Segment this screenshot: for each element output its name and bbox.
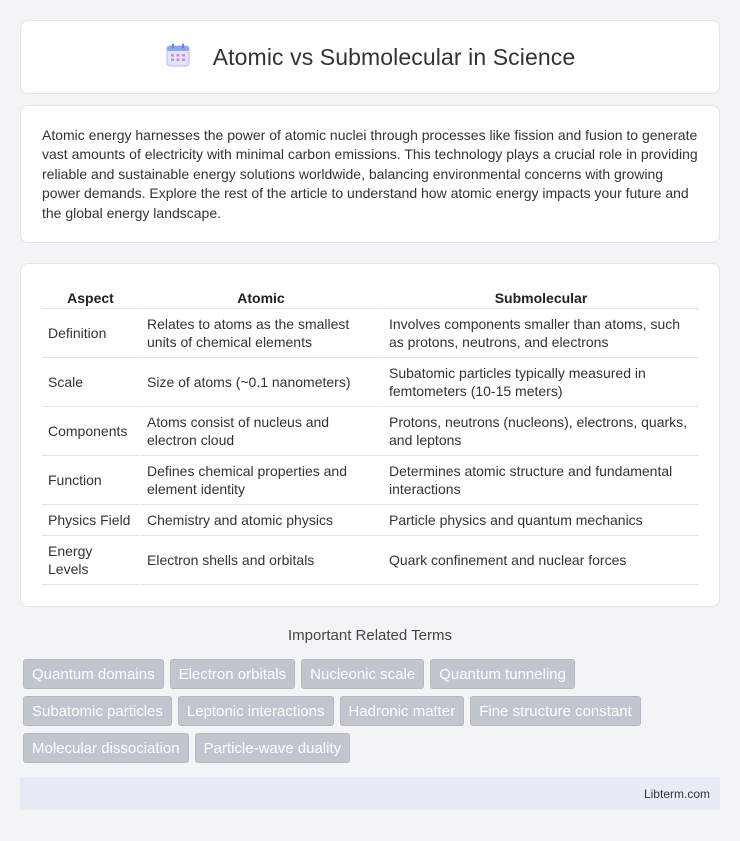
related-terms-heading: Important Related Terms <box>288 627 452 644</box>
term-tag[interactable]: Quantum tunneling <box>430 659 575 689</box>
term-tag[interactable]: Molecular dissociation <box>23 733 189 763</box>
table-row <box>42 536 699 585</box>
table-row <box>42 407 699 456</box>
term-tag[interactable]: Nucleonic scale <box>301 659 424 689</box>
related-terms-section <box>20 627 720 763</box>
row-aspect: Definition <box>42 309 139 358</box>
row-submolecular: Quark confinement and nuclear forces <box>381 536 699 585</box>
table-row <box>42 456 699 505</box>
row-atomic: Defines chemical properties and element identity <box>139 456 381 505</box>
row-submolecular: Protons, neutrons (nucleons), electrons, quarks, and leptons <box>381 407 699 456</box>
term-tag[interactable]: Fine structure constant <box>470 696 641 726</box>
page-title: Atomic vs Submolecular in Science <box>212 43 576 70</box>
calendar-icon <box>165 42 191 73</box>
footer <box>20 777 720 810</box>
term-tag[interactable]: Leptonic interactions <box>178 696 334 726</box>
row-submolecular: Determines atomic structure and fundamental interactions <box>381 456 699 505</box>
row-atomic: Size of atoms (~0.1 nanometers) <box>139 358 381 407</box>
comparison-table <box>42 284 699 585</box>
term-tag[interactable]: Electron orbitals <box>170 659 296 689</box>
row-atomic: Electron shells and orbitals <box>139 536 381 585</box>
row-atomic: Relates to atoms as the smallest units of chemical elements <box>139 309 381 358</box>
table-row <box>42 505 699 536</box>
header-atomic: Atomic <box>139 284 381 309</box>
row-submolecular: Subatomic particles typically measured in femtometers (10-15 meters) <box>381 358 699 407</box>
term-tag[interactable]: Hadronic matter <box>340 696 465 726</box>
row-aspect: Scale <box>42 358 139 407</box>
table-row <box>42 358 699 407</box>
intro-card <box>20 105 720 243</box>
header-aspect: Aspect <box>42 284 139 309</box>
term-tag[interactable]: Particle-wave duality <box>195 733 351 763</box>
intro-paragraph: Atomic energy harnesses the power of atomic nuclei through processes like fission and fusion to generate vast amounts of electricity with minimal carbon emissions. This technology plays a crucial role in providing reliable and sustainable energy solutions worldwide, balancing environmental concerns with growing power demands. Explore the rest of the article to understand how atomic energy impacts your future and the global energy landscape. <box>42 127 698 221</box>
row-aspect: Function <box>42 456 139 505</box>
footer-brand-link[interactable]: Libterm.com <box>643 786 710 801</box>
row-atomic: Atoms consist of nucleus and electron cloud <box>139 407 381 456</box>
row-aspect: Energy Levels <box>42 536 139 585</box>
comparison-card <box>20 263 720 607</box>
header-card <box>20 20 720 94</box>
header-submolecular: Submolecular <box>381 284 699 309</box>
table-row <box>42 309 699 358</box>
term-tag[interactable]: Subatomic particles <box>23 696 172 726</box>
row-aspect: Components <box>42 407 139 456</box>
row-atomic: Chemistry and atomic physics <box>139 505 381 536</box>
term-tag[interactable]: Quantum domains <box>23 659 164 689</box>
row-aspect: Physics Field <box>42 505 139 536</box>
related-terms-tags <box>20 659 720 763</box>
row-submolecular: Particle physics and quantum mechanics <box>381 505 699 536</box>
row-submolecular: Involves components smaller than atoms, such as protons, neutrons, and electrons <box>381 309 699 358</box>
